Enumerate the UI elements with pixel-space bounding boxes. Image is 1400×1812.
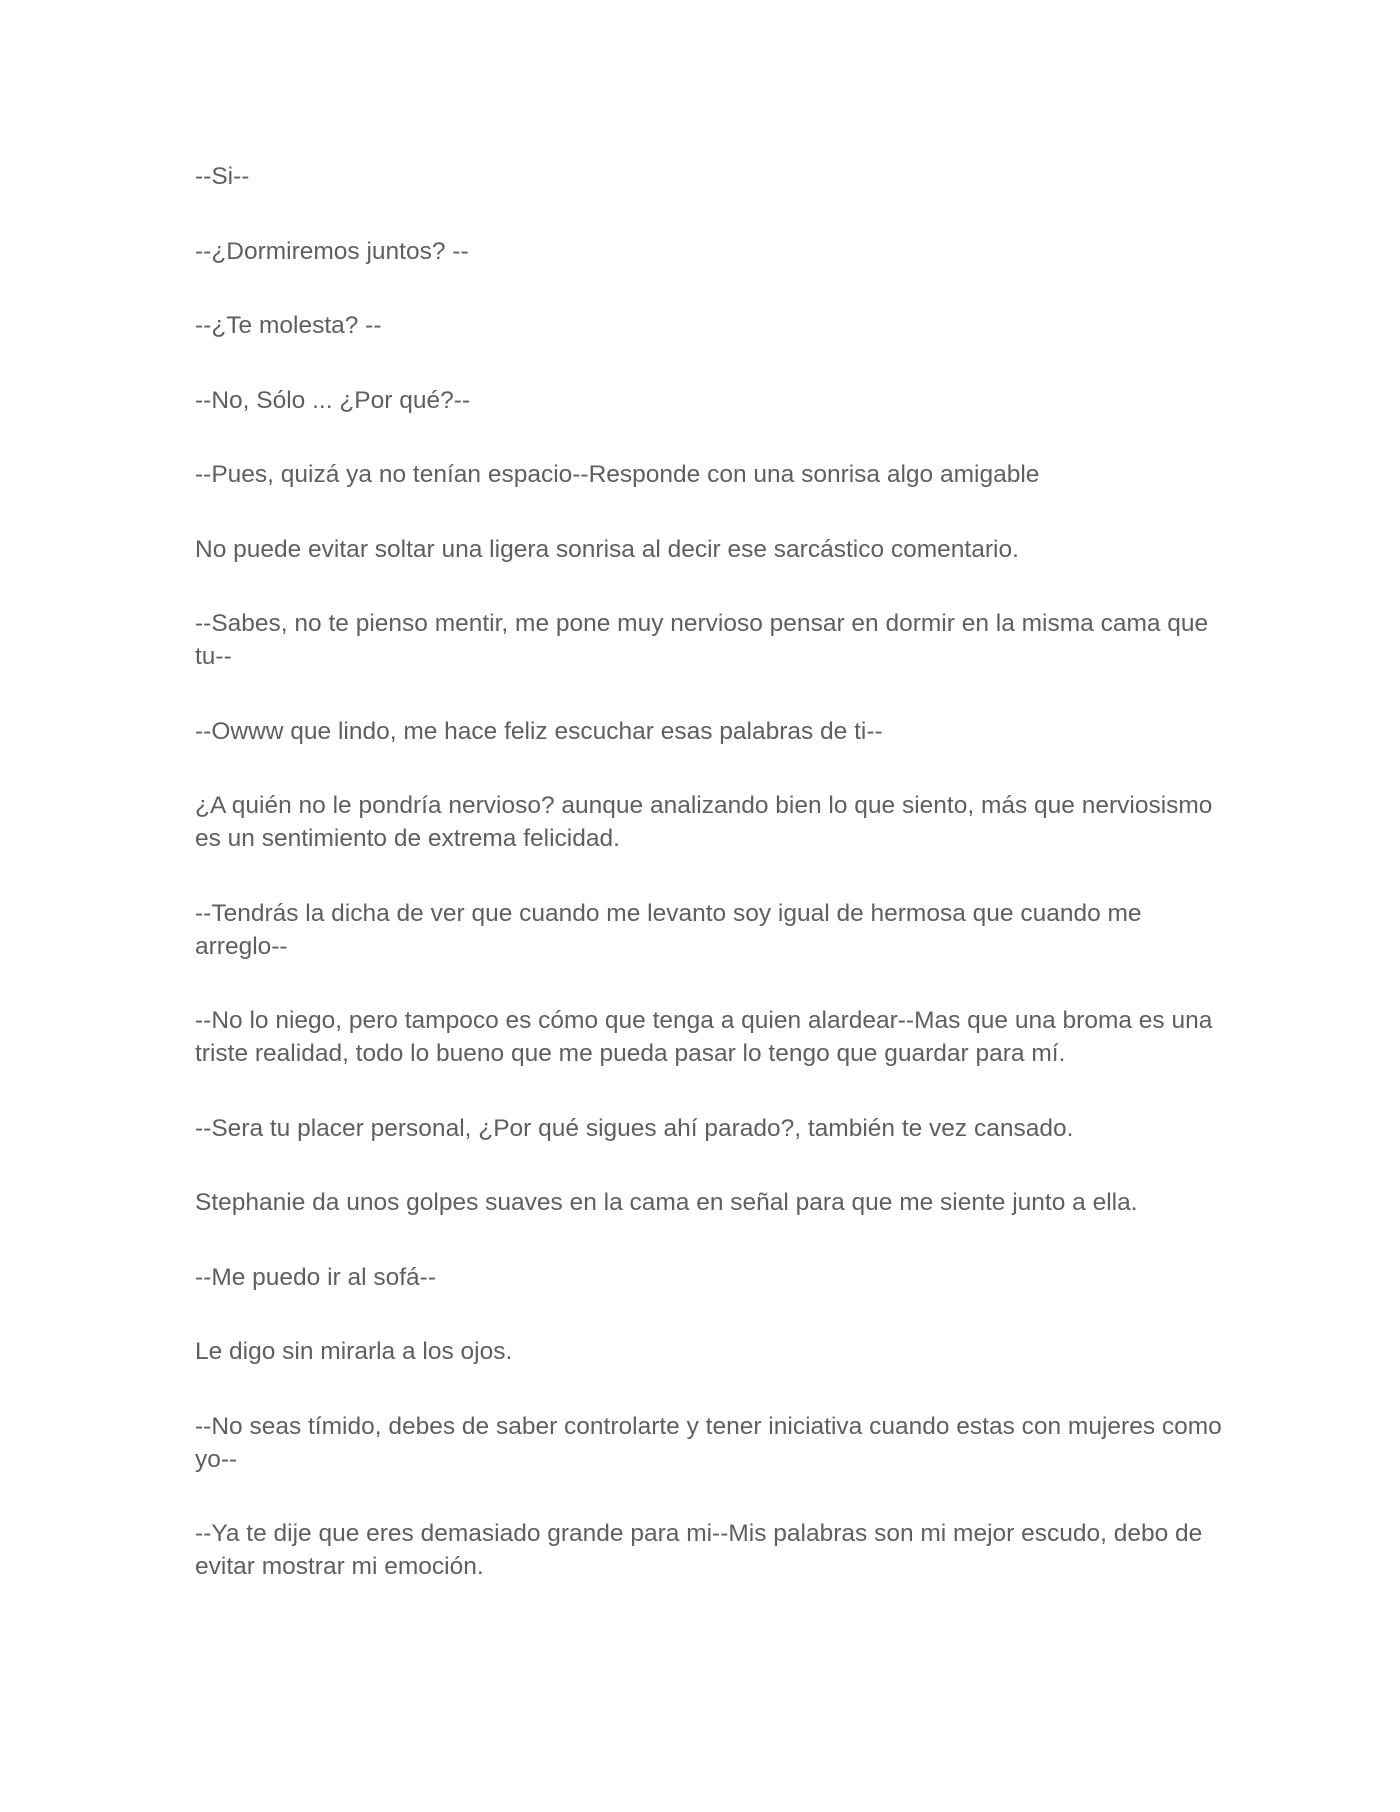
- paragraph: No puede evitar soltar una ligera sonrisa al decir ese sarcástico comentario.: [195, 535, 1019, 563]
- paragraph: --¿Dormiremos juntos? --: [195, 237, 469, 265]
- paragraph: --Sera tu placer personal, ¿Por qué sigues ahí parado?, también te vez cansado.: [195, 1114, 1074, 1142]
- paragraph: Stephanie da unos golpes suaves en la cama en señal para que me siente junto a ella.: [195, 1189, 1138, 1216]
- paragraph: --Sabes, no te pienso mentir, me pone muy nervioso pensar en dormir en la misma cama que tu--: [195, 610, 1209, 670]
- paragraph: --Owww que lindo, me hace feliz escuchar esas palabras de ti--: [195, 717, 883, 745]
- paragraph: --Tendrás la dicha de ver que cuando me levanto soy igual de hermosa que cuando me arreglo--: [195, 899, 1142, 960]
- paragraph: --Pues, quizá ya no tenían espacio--Responde con una sonrisa algo amigable: [195, 461, 1040, 488]
- paragraph: --No seas tímido, debes de saber controlarte y tener iniciativa cuando estas con mujeres como yo--: [195, 1412, 1222, 1473]
- paragraph: Le digo sin mirarla a los ojos.: [195, 1338, 513, 1365]
- paragraph: ¿A quién no le pondría nervioso? aunque analizando bien lo que siento, más que nerviosismo es un sentimiento de extrema felicidad.: [195, 792, 1213, 852]
- paragraph: --Ya te dije que eres demasiado grande para mi--Mis palabras son mi mejor escudo, debo de evitar mostrar mi emoción.: [195, 1520, 1203, 1580]
- paragraph: --No, Sólo ... ¿Por qué?--: [195, 386, 471, 414]
- paragraph: --Si--: [195, 163, 250, 190]
- paragraph: --No lo niego, pero tampoco es cómo que tenga a quien alardear--Mas que una broma es una triste realidad, todo lo bueno que me pueda pasar lo tengo que guardar para mí.: [195, 1007, 1213, 1067]
- paragraph: --¿Te molesta? --: [195, 312, 382, 339]
- document-body: [195, 160, 1225, 1625]
- paragraph: --Me puedo ir al sofá--: [195, 1263, 437, 1291]
